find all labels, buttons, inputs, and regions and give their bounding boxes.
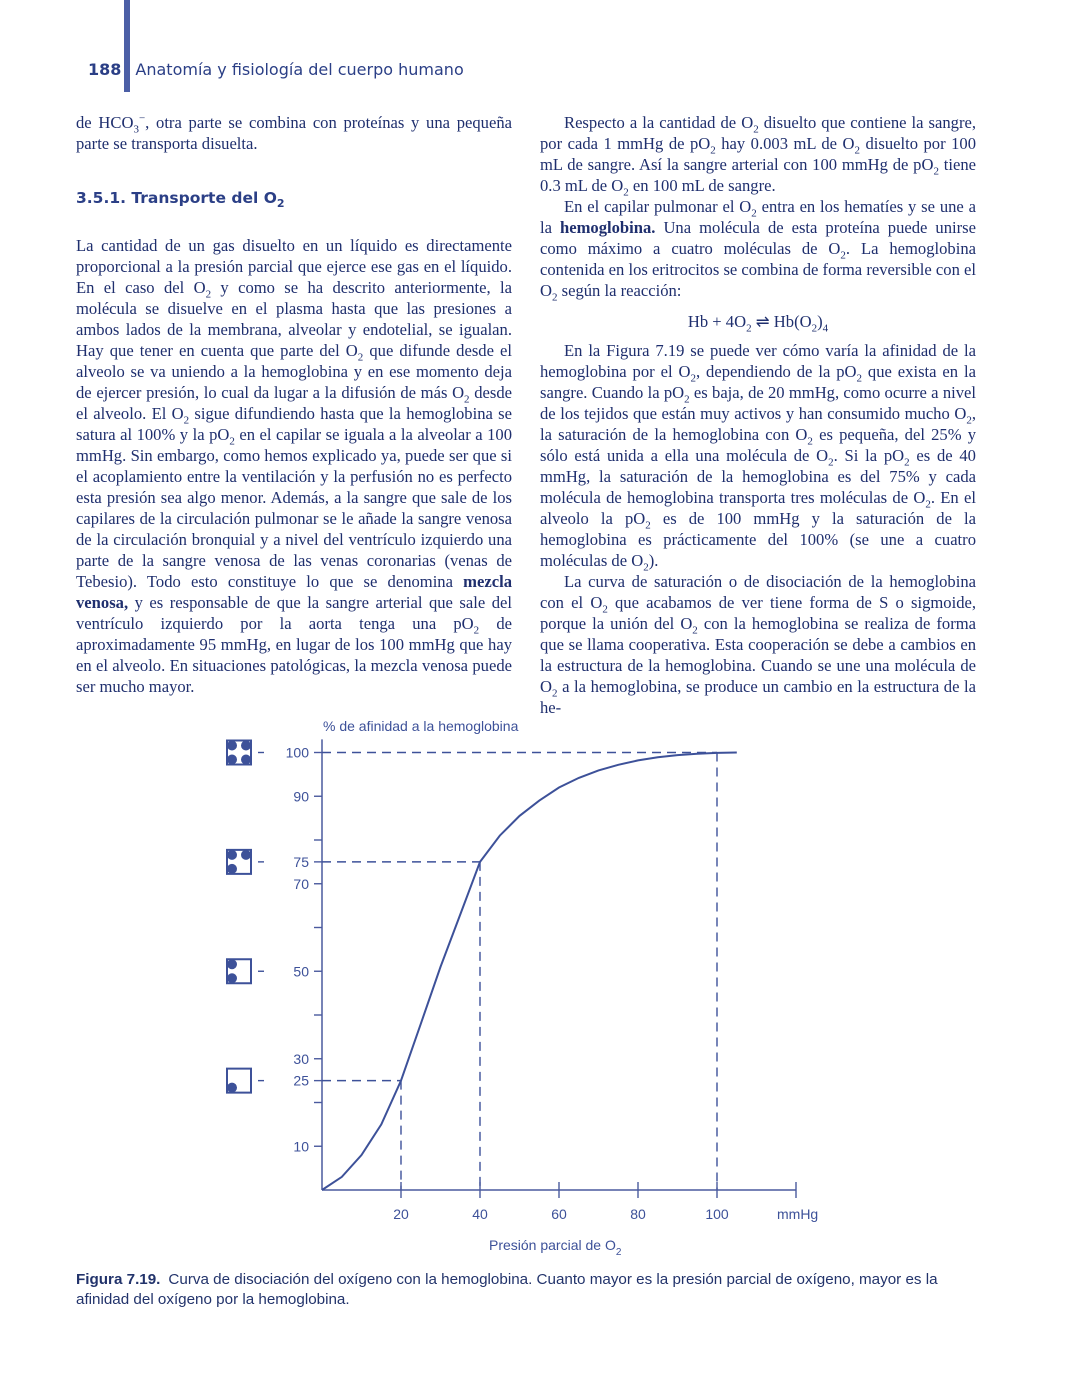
page-number: 188 bbox=[88, 60, 122, 79]
x-tick-label: 40 bbox=[472, 1206, 488, 1222]
bold-term-mezcla-venosa: mezcla venosa, bbox=[76, 572, 512, 612]
bound-oxygen-dot bbox=[227, 850, 237, 860]
bound-oxygen-dot bbox=[227, 741, 237, 751]
left-column bbox=[76, 112, 512, 697]
dissociation-curve-figure bbox=[200, 702, 840, 1262]
book-title: Anatomía y fisiología del cuerpo humano bbox=[135, 60, 464, 79]
y-axis-label: % de afinidad a la hemoglobina bbox=[323, 718, 519, 734]
caption-label: Figura 7.19. bbox=[76, 1271, 161, 1288]
y-tick-label: 30 bbox=[293, 1050, 309, 1067]
right-column bbox=[540, 112, 976, 718]
bound-oxygen-dot bbox=[227, 755, 237, 765]
right-paragraph-2a: En el capilar pulmonar el $O_2$ entra en los hematíes y se une a la bbox=[540, 197, 976, 237]
y-tick-label: 90 bbox=[293, 788, 309, 805]
right-paragraph-1: Respecto a la cantidad de $O_2$ disuelto que contiene la sangre, por cada 1 mmHg de $pO_2$ hay 0.003 mL de $O_2$ disuelto por 100 mL de sangre. Así la sangre arterial con 100 mmHg de $pO_2$ tiene 0.3 mL de $O_2$ en 100 mL de sangre. bbox=[540, 113, 977, 199]
bound-oxygen-dot bbox=[227, 1083, 237, 1093]
running-header bbox=[88, 60, 464, 79]
x-axis-label: Presión parcial de $O_2$ bbox=[489, 1237, 622, 1258]
y-tick-label: 25 bbox=[293, 1072, 309, 1089]
x-tick-label: 80 bbox=[630, 1206, 646, 1222]
y-tick-label: 10 bbox=[293, 1138, 309, 1155]
y-tick-label: 75 bbox=[293, 853, 309, 870]
x-tick-label: 100 bbox=[705, 1206, 729, 1222]
bound-oxygen-dot bbox=[227, 864, 237, 874]
bound-oxygen-dot bbox=[241, 850, 251, 860]
bound-oxygen-dot bbox=[227, 973, 237, 983]
right-paragraph-2 bbox=[540, 196, 976, 304]
x-axis-label-subscript: 2 bbox=[615, 1247, 622, 1258]
reaction-equation: $Hb + 4O_2$ ⇌ $Hb(O_2)_4$ bbox=[687, 312, 829, 335]
left-paragraph-b: y es responsable de que la sangre arterial que sale del ventrículo izquierdo por la aorta tenga una $pO_2$ de aproximadamente 95 mmHg, en lugar de los 100 mmHg que hay en el alveolo. En situaciones patológicas, la mezcla venosa puede ser mucho mayor. bbox=[76, 593, 512, 696]
bound-oxygen-dot bbox=[241, 755, 251, 765]
x-tick-label: 20 bbox=[393, 1206, 409, 1222]
x-tick-label: 60 bbox=[551, 1206, 567, 1222]
figure-caption bbox=[76, 1270, 986, 1310]
left-paragraph bbox=[76, 235, 512, 697]
left-paragraph-a: La cantidad de un gas disuelto en un líquido es directamente proporcional a la presión parcial que ejerce ese gas en el líquido. En el caso del $O_2$ y como se ha descrito anteriormente, la molécula se disuelve en el plasma hasta que las presiones a ambos lados de la membrana, alveolar y endotelial, se igualan. Hay que tener en cuenta que parte del $O_2$ que difunde desde el alveolo se va uniendo a la hemoglobina y en ese momento deja de ejercer presión, lo cual da lugar a la difusión de más $O_2$ desde el alveolo. El $O_2$ sigue difundiendo hasta que la hemoglobina se satura al 100% y la $pO_2$ en el capilar se iguala a la alveolar a 100 mmHg. Sin embargo, como hemos explicado ya, puede ser que si el acoplamiento entre la ventilación y la perfusión no es perfecto esta presión sea algo menor. Además, a la sangre que sale de los capilares de la circulación pulmonar se le añade la sangre venosa de la circulación bronquial y a nivel del ventrículo izquierdo una parte de la sangre venosa de las venas coronarias (venas de Tebesio). Todo esto constituye lo que se denomina bbox=[76, 236, 512, 591]
section-heading: 3.5.1. Transporte del $O_2$ bbox=[76, 189, 285, 211]
y-tick-label: 100 bbox=[285, 744, 309, 761]
right-paragraph-2b: Una molécula de esta proteína puede unirse como máximo a cuatro moléculas de $O_2$. La hemoglobina contenida en los eritrocitos se combina de forma reversible con el $O_2$ según la reacción: bbox=[540, 218, 976, 304]
bold-term-hemoglobina: hemoglobina. bbox=[560, 218, 656, 237]
saturation-curve bbox=[322, 753, 737, 1191]
right-paragraph-4: La curva de saturación o de disociación de la hemoglobina con el $O_2$ que acabamos de ver tiene forma de S o sigmoide, porque la unión del $O_2$ con la hemoglobina se realiza de forma que se llama cooperativa. Esta cooperación se debe a cambios en la estructura de la hemoglobina. Cuando se une una molécula de $O_2$ a la hemoglobina, se produce un cambio en la estructura de la he- bbox=[540, 572, 976, 717]
bound-oxygen-dot bbox=[227, 959, 237, 969]
left-intro: de $HCO_3^-$, otra parte se combina con proteínas y una pequeña parte se transporta disuelta. bbox=[76, 112, 513, 153]
y-tick-label: 50 bbox=[293, 963, 309, 980]
right-paragraph-3: En la Figura 7.19 se puede ver cómo varía la afinidad de la hemoglobina por el $O_2$, dependiendo de la $pO_2$ que exista en la sangre. Cuando la $pO_2$ es baja, de 20 mmHg, como ocurre a nivel de los tejidos que están muy activos y han consumido mucho $O_2$, la saturación de la hemoglobina con $O_2$ es pequeña, del 25% y sólo está unida a ella una molécula de $O_2$. Si la $pO_2$ es de 40 mmHg, la saturación de la hemoglobina es del 75% y cada molécula de hemoglobina transporta tres moléculas de $O_2$. En el alveolo la $pO_2$ es de 100 mmHg y la saturación de la hemoglobina es prácticamente del 100% (se une a cuatro moléculas de $O_2$). bbox=[540, 341, 976, 574]
caption-text: Curva de disociación del oxígeno con la hemoglobina. Cuanto mayor es la presión parcial de oxígeno, mayor es la afinidad del oxígeno por la hemoglobina. bbox=[76, 1271, 938, 1308]
bound-oxygen-dot bbox=[241, 741, 251, 751]
x-axis-unit: mmHg bbox=[777, 1206, 819, 1222]
y-tick-label: 70 bbox=[293, 875, 309, 892]
